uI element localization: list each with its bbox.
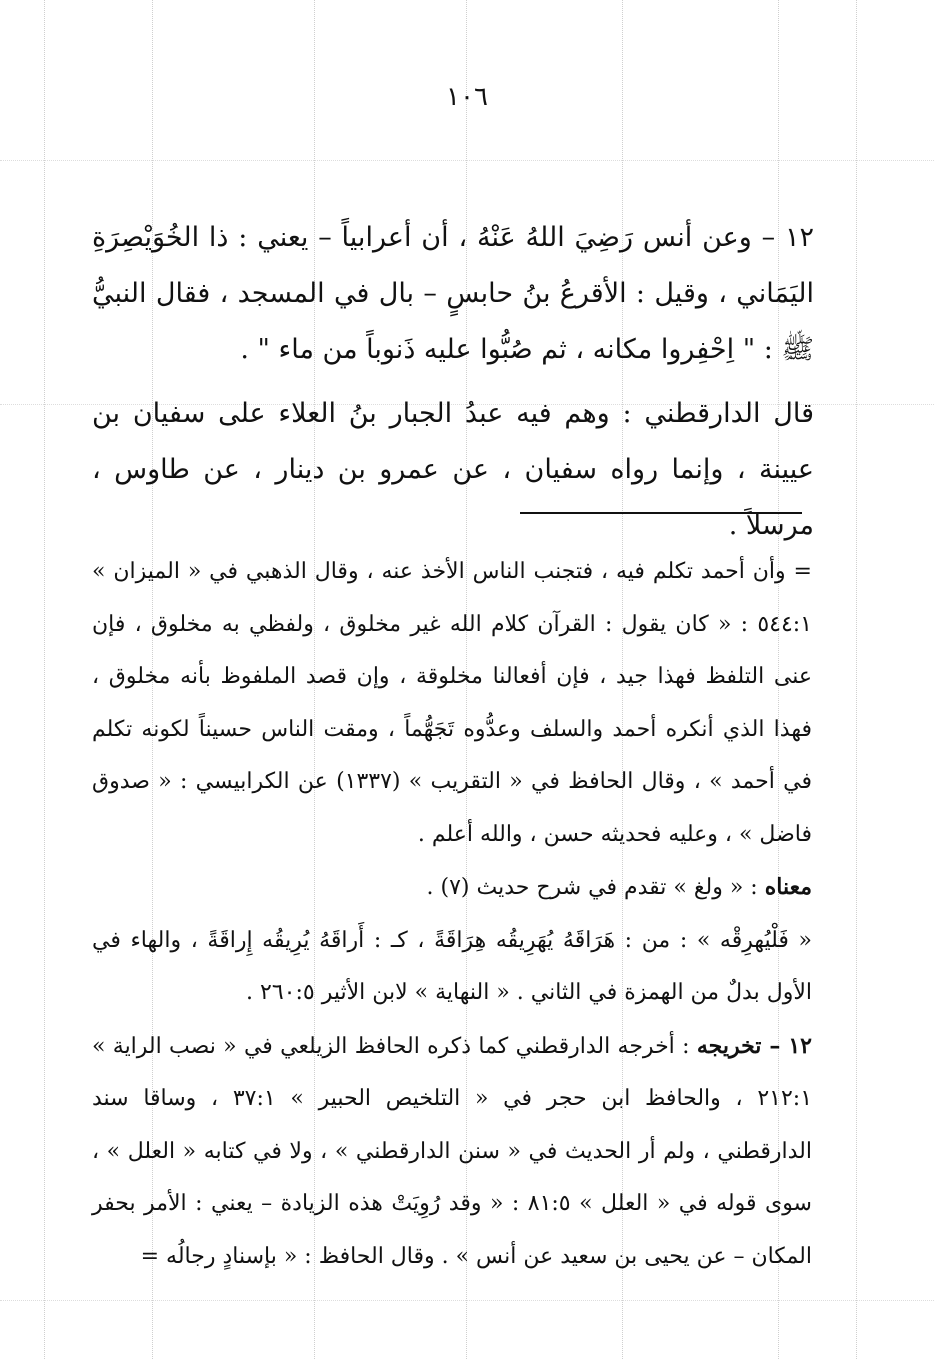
main-text — [92, 210, 814, 554]
grid-line — [856, 0, 857, 1359]
footnote-continuation: = وأن أحمد تكلم فيه ، فتجنب الناس الأخذ عنه ، وقال الذهبي في « الميزان » ٥٤٤:١ : « كان يقول : القرآن كلام الله غير مخلوق ، ولفظي به مخلوق ، فإن عنى التلفظ فهذا جيد ، فإن أفعالنا مخلوقة ، وإن قصد الملفوظ بأنه مخلوق ، فهذا الذي أنكره أحمد والسلف وعدُّوه تَجَهُّماً ، ومقت الناس حسيناً لكونه تكلم في أحمد » ، وقال الحافظ في « التقريب » (١٣٣٧) عن الكرابيسي : « صدوق فاضل » ، وعليه فحديثه حسن ، والله أعلم . — [92, 559, 812, 847]
meaning-text: : « ولغ » تقدم في شرح حديث (٧) . — [426, 875, 758, 900]
footnote-divider — [520, 512, 802, 514]
takhrij-text: : أخرجه الدارقطني كما ذكره الحافظ الزيلعي في « نصب الراية » ٢١٢:١ ، والحافظ ابن حجر في « التلخيص الحبير » ٣٧:١ ، وساقا سند الدارقطني ، ولم أر الحديث في « سنن الدارقطني » ، ولا في كتابه « العلل » ، سوى قوله في « العلل » ٨١:٥ : « وقد رُوِيَتْ هذه الزيادة – يعني : الأمر بحفر المكان – عن يحيى بن سعيد عن أنس » . وقال الحافظ : « بإسنادٍ رجالُه = — [92, 1033, 813, 1269]
grid-line — [0, 160, 934, 161]
takhrij-note — [92, 1020, 812, 1284]
word-note: « فَلْيُهرِقْه » : من : هَرَاقَهُ يُهَرِيقُه هِرَاقَةً ، كـ : أَراقَهُ يُرِيقُه إِراقَةً ، والهاء في الأول بدلٌ من الهمزة في الثاني . « النهاية » لابن الأثير ٢٦٠:٥ . — [92, 927, 812, 1005]
daraqutni-comment: قال الدارقطني : وهم فيه عبدُ الجبار بنُ العلاء على سفيان بن عيينة ، وإنما رواه سفيان ، عن عمرو بن دينار ، عن طاوس ، مرسلاً . — [92, 398, 814, 541]
page-number: ١٠٦ — [446, 82, 488, 112]
grid-line — [0, 1300, 934, 1301]
meaning-label: معناه — [764, 874, 812, 900]
hadith-paragraph: ١٢ – وعن أنس رَضِيَ اللهُ عَنْهُ ، أن أعرابياً – يعني : ذا الخُوَيْصِرَةِ اليَمَاني ، وقيل : الأقرعُ بنُ حابسٍ – بال في المسجد ، فقال النبيُّ ﷺ : " اِحْفِروا مكانه ، ثم صُبُّوا عليه ذَنوباً من ماء " . — [92, 222, 814, 365]
footnotes — [92, 546, 812, 1283]
meaning-note — [92, 861, 812, 915]
takhrij-label: ١٢ – تخريجه — [696, 1032, 812, 1059]
grid-line — [44, 0, 45, 1359]
